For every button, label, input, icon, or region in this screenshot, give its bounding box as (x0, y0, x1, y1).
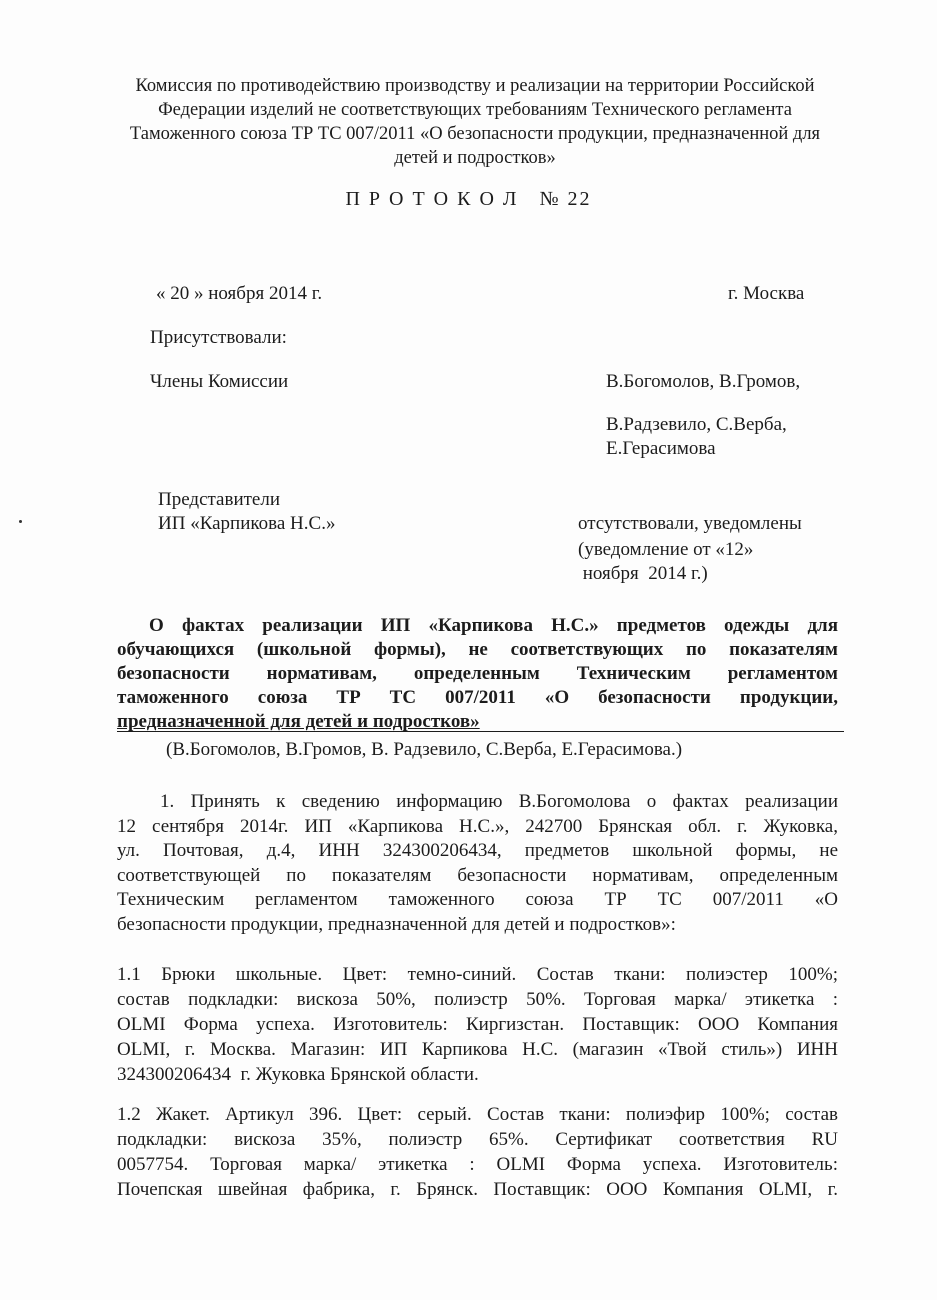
members-label: Члены Комиссии (150, 371, 289, 392)
item-1-line: 12 сентября 2014г. ИП «Карпикова Н.С.», 242700 Брянская обл. г. Жуковка, (117, 815, 838, 837)
header-line: Таможенного союза ТР ТС 007/2011 «О безопасности продукции, предназначенной для (129, 124, 821, 144)
agenda-underline (117, 731, 844, 732)
item-1-line: безопасности продукции, предназначенной для детей и подростков»: (117, 913, 676, 935)
item-1-2-line: Почепская швейная фабрика, г. Брянск. Поставщик: ООО Компания OLMI, г. (117, 1179, 838, 1200)
item-1-2-line: 1.2 Жакет. Артикул 396. Цвет: серый. Состав ткани: полиэфир 100%; состав (117, 1104, 838, 1125)
header-line: детей и подростков» (394, 148, 556, 168)
agenda-line: О фактах реализации ИП «Карпикова Н.С.» предметов одежды для (149, 615, 838, 636)
protocol-city: г. Москва (728, 283, 805, 304)
representatives-label-line: Представители (158, 489, 280, 510)
item-1-line: Техническим регламентом таможенного союза ТР ТС 007/2011 «О (117, 889, 838, 910)
item-1 (117, 790, 838, 937)
representatives-label-line: ИП «Карпикова Н.С.» (158, 513, 336, 534)
item-1-2-line: подкладки: вискоза 35%, полиэстр 65%. Сертификат соответствия RU (117, 1129, 838, 1150)
item-1-1-line: OLMI Форма успеха. Изготовитель: Киргизстан. Поставщик: ООО Компания (117, 1014, 838, 1035)
commission-header (60, 74, 890, 170)
item-1-line: ул. Почтовая, д.4, ИНН 324300206434, предметов школьной формы, не (117, 840, 838, 861)
speakers-list: (В.Богомолов, В.Громов, В. Радзевило, С.Верба, Е.Герасимова.) (166, 739, 683, 760)
item-1-1 (117, 962, 838, 1087)
item-1-1-line: 324300206434 г. Жуковка Брянской области. (117, 1064, 479, 1085)
present-label: Присутствовали: (150, 327, 287, 348)
agenda-line: таможенного союза ТР ТС 007/2011 «О безопасности продукции, (117, 687, 838, 708)
scan-speck (19, 520, 22, 523)
header-line: Комиссия по противодействию производству и реализации на территории Российской (135, 76, 815, 96)
item-1-2 (117, 1102, 838, 1202)
members-name-line: Е.Герасимова (606, 438, 716, 459)
agenda-line: предназначенной для детей и подростков» (117, 711, 480, 732)
protocol-date: « 20 » ноября 2014 г. (156, 283, 323, 304)
representatives-status-line: (уведомление от «12» (578, 539, 754, 560)
item-1-1-line: OLMI, г. Москва. Магазин: ИП Карпикова Н.С. (магазин «Твой стиль») ИНН (117, 1039, 838, 1060)
members-name-line: В.Радзевило, С.Верба, (606, 414, 787, 435)
agenda-line: безопасности нормативам, определенным Техническим регламентом (117, 663, 838, 684)
item-1-line: 1. Принять к сведению информацию В.Богомолова о фактах реализации (160, 791, 838, 812)
representatives-status-line: ноября 2014 г.) (578, 563, 708, 584)
header-line: Федерации изделий не соответствующих требованиям Технического регламента (158, 100, 792, 120)
item-1-1-line: 1.1 Брюки школьные. Цвет: темно-синий. Состав ткани: полиэстер 100%; (117, 964, 838, 985)
item-1-2-line: 0057754. Торговая марка/ этикетка : OLMI Форма успеха. Изготовитель: (117, 1154, 838, 1175)
item-1-line: соответствующей по показателям безопасности нормативам, определенным (117, 864, 838, 886)
representatives-status-line: отсутствовали, уведомлены (578, 513, 802, 534)
members-name-line: В.Богомолов, В.Громов, (606, 371, 801, 392)
agenda-line: обучающихся (школьной формы), не соответствующих по показателям (117, 639, 838, 660)
protocol-title: П Р О Т О К О Л № 22 (345, 188, 592, 210)
agenda-block (117, 614, 838, 734)
item-1-1-line: состав подкладки: вискоза 50%, полиэстр 50%. Торговая марка/ этикетка : (117, 989, 838, 1010)
